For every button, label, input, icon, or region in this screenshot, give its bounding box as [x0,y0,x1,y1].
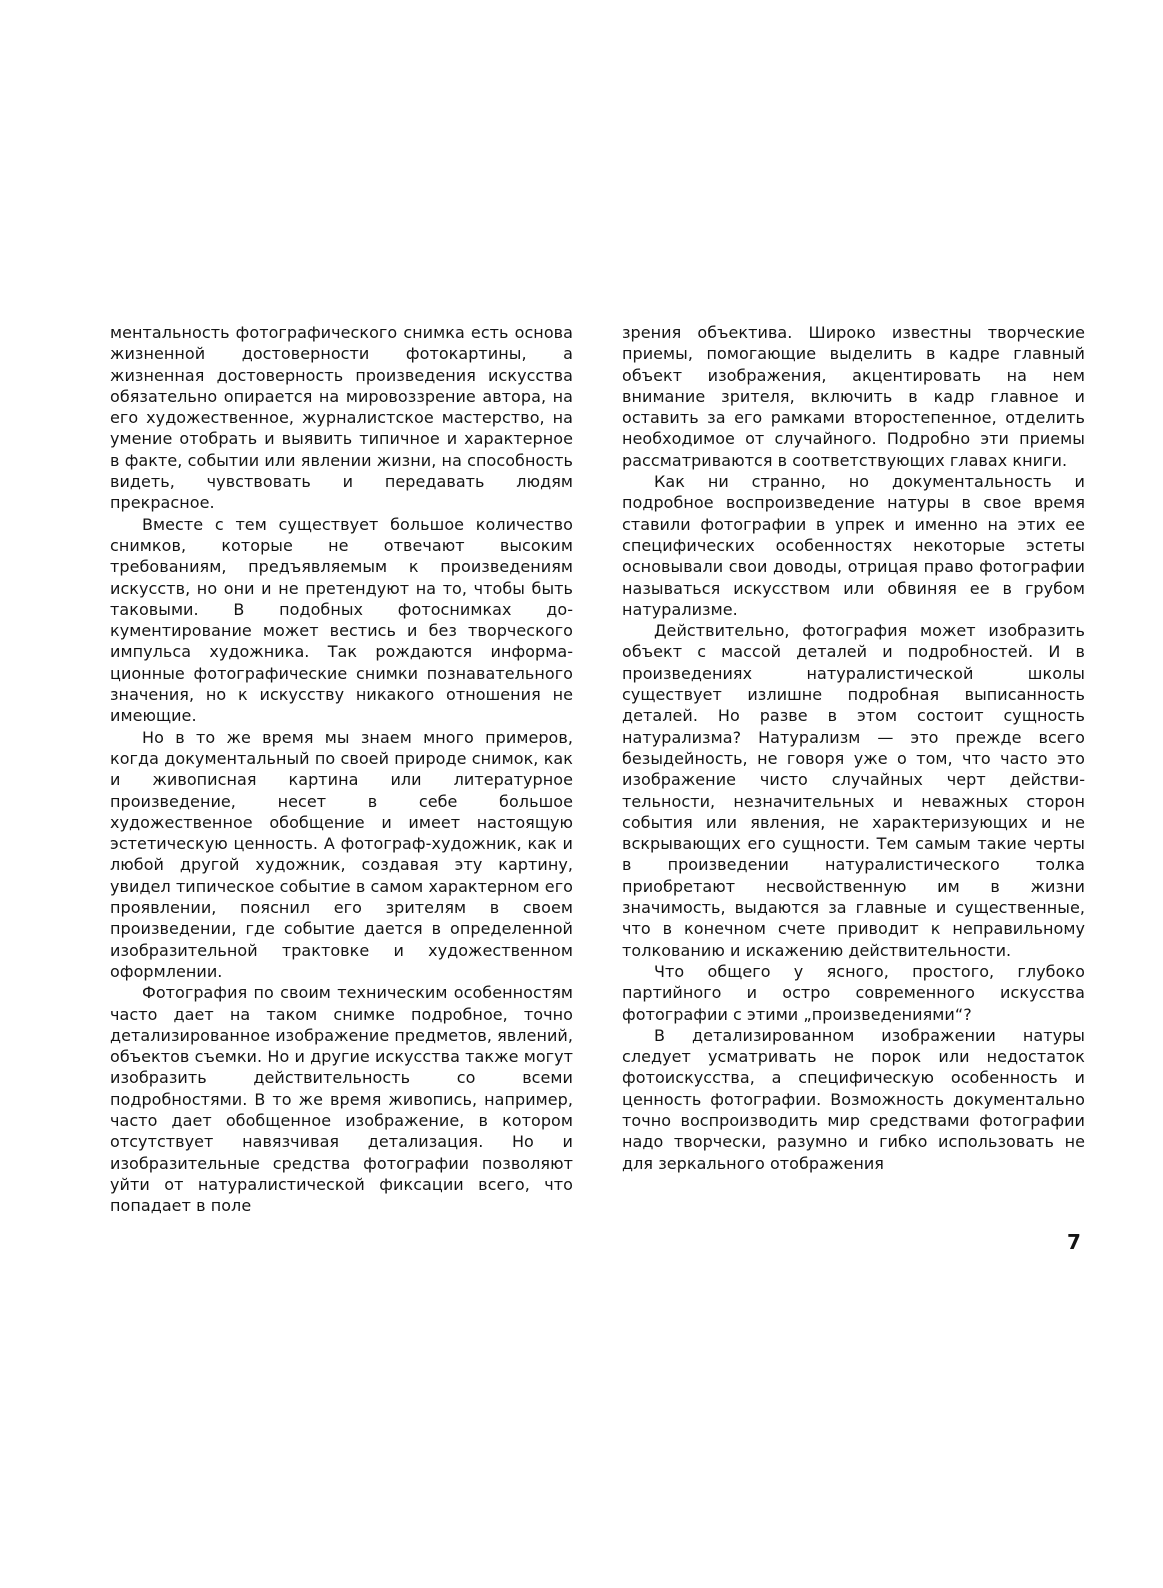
paragraph: Что общего у ясного, простого, глубоко партийного и остро современного искусства фотографии с этими „произведениями“? [622,961,1085,1024]
page-number: 7 [1067,1230,1081,1254]
paragraph: Но в то же время мы знаем много примеров, когда документальный по своей природе снимок, как и живописная картина или литературное произведение, несет в себе большое художественное обобщение и имеет настоящую эстетическую ценность. А фотограф-художник, как и любой другой художник, создавая эту картину, увидел типическое событие в самом характерном его проявлении, пояснил его зрителям в своем произведении, где событие дается в определенной изобразительной трактовке и художественном оформлении. [110,727,573,981]
left-text-column [110,322,573,1216]
paragraph: зрения объектива. Широко известны творческие приемы, помогающие выделить в кадре главный объект изображения, акцентировать на нем внимание зрителя, включить в кадр главное и оставить за его рамками второстепенное, отделить необходимое от случайного. Подробно эти приемы рассматриваются в соответствующих главах книги. [622,323,1085,470]
right-text-column [622,322,1085,1174]
paragraph: Фотография по своим техническим особенностям часто дает на таком снимке подробное, точно детализированное изображение предметов, явлений, объектов съемки. Но и другие искусства также могут изобразить действительность со всеми подробностями. В то же время живопись, например, часто дает обобщенное изображение, в котором отсутствует навязчивая детализация. Но и изобразительные средства фотографии позволяют уйти от натуралистической фиксации всего, что попадает в поле [110,983,573,1216]
paragraph: Вместе с тем существует большое количество снимков, которые не отвечают высоким требованиям, предъявляемым к произведениям искусств, но они и не претендуют на то, чтобы быть таковыми. В подобных фотоснимках документирование может вестись и без творческого импульса художника. Так рождаются информационные фотографические снимки познавательного значения, но к искусству никакого отношения не имеющие. [110,514,573,726]
paragraph: ментальность фотографического снимка есть основа жизненной достоверности фотокартины, а жизненная достоверность произведения искусства обязательно опирается на мировоззрение автора, на его художественное, журналистское мастерство, на умение отобрать и выявить типичное и характерное в факте, событии или явлении жизни, на способность видеть, чувствовать и передавать людям прекрасное. [110,323,573,513]
paragraph: Как ни странно, но документальность и подробное воспроизведение натуры в свое время ставили фотографии в упрек и именно на этих ее специфических особенностях некоторые эстеты основывали свои доводы, отрицая право фотографии называться искусством или обвиняя ее в грубом натурализме. [622,472,1085,619]
paragraph: В детализированном изображении натуры следует усматривать не порок или недостаток фотоискусства, а специфическую особенность и ценность фотографии. Возможность документально точно воспроизводить мир средствами фотографии надо творчески, разумно и гибко использовать не для зеркального отображения [622,1025,1085,1173]
paragraph: Действительно, фотография может изобразить объект с массой деталей и подробностей. И в произведениях натуралистической школы существует излишне подробная выписанность деталей. Но разве в этом состоит сущность натурализма? Натурализм — это прежде всего безыдейность, не говоря уже о том, что часто это изображение чисто случайных черт действительности, незначительных и неважных сторон события или явления, не характеризующих и не вскрывающих его сущности. Тем самым такие черты в произведении натуралистического толка приобретают несвойственную им в жизни значимость, выдаются за главные и существенные, что в конечном счете приводит к неправильному толкованию и искажению действительности. [622,621,1085,960]
